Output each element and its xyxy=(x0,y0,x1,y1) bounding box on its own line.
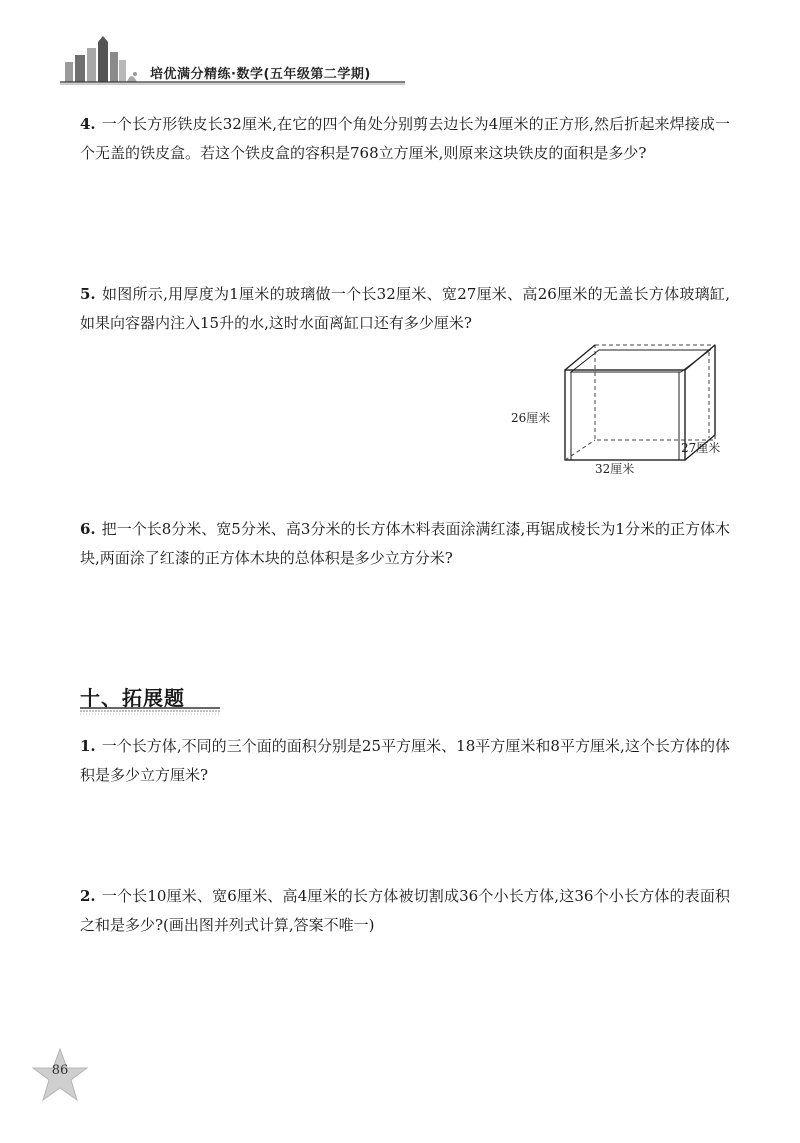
question-5 xyxy=(80,280,730,338)
question-text: 把一个长8分米、宽5分米、高3分米的长方体木料表面涂满红漆,再锯成棱长为1分米的正方体木块,两面涂了红漆的正方体木块的总体积是多少立方分米? xyxy=(80,520,730,567)
section-title: 十、拓展题 xyxy=(80,686,185,710)
header-title: 培优满分精练·数学(五年级第二学期) xyxy=(150,67,371,82)
question-number: 1. xyxy=(80,737,96,755)
height-label: 26厘米 xyxy=(511,411,551,425)
extension-question-2 xyxy=(80,882,730,940)
header-rule xyxy=(60,81,405,85)
question-text: 一个长方形铁皮长32厘米,在它的四个角处分别剪去边长为4厘米的正方形,然后折起来焊接成一个无盖的铁皮盒。若这个铁皮盒的容积是768立方厘米,则原来这块铁皮的面积是多少? xyxy=(80,115,730,162)
width-label: 27厘米 xyxy=(681,441,721,455)
question-number: 6. xyxy=(80,520,96,538)
length-label: 32厘米 xyxy=(595,462,635,476)
question-number: 2. xyxy=(80,887,96,905)
question-text: 一个长10厘米、宽6厘米、高4厘米的长方体被切割成36个小长方体,这36个小长方体的表面积之和是多少?(画出图并列式计算,答案不唯一) xyxy=(80,887,730,934)
page-number-badge xyxy=(30,1046,90,1106)
question-text: 如图所示,用厚度为1厘米的玻璃做一个长32厘米、宽27厘米、高26厘米的无盖长方体玻璃缸,如果向容器内注入15升的水,这时水面离缸口还有多少厘米? xyxy=(80,285,730,332)
question-4 xyxy=(80,110,730,168)
extension-question-1 xyxy=(80,732,730,790)
question-number: 4. xyxy=(80,115,96,133)
question-6 xyxy=(80,515,730,573)
question-number: 5. xyxy=(80,285,96,303)
question-text: 一个长方体,不同的三个面的面积分别是25平方厘米、18平方厘米和8平方厘米,这个长方体的体积是多少立方厘米? xyxy=(80,737,730,784)
page-header xyxy=(0,0,800,90)
glass-tank-figure xyxy=(505,340,735,480)
section-title-underline xyxy=(80,706,220,716)
page-number: 86 xyxy=(51,1063,69,1078)
